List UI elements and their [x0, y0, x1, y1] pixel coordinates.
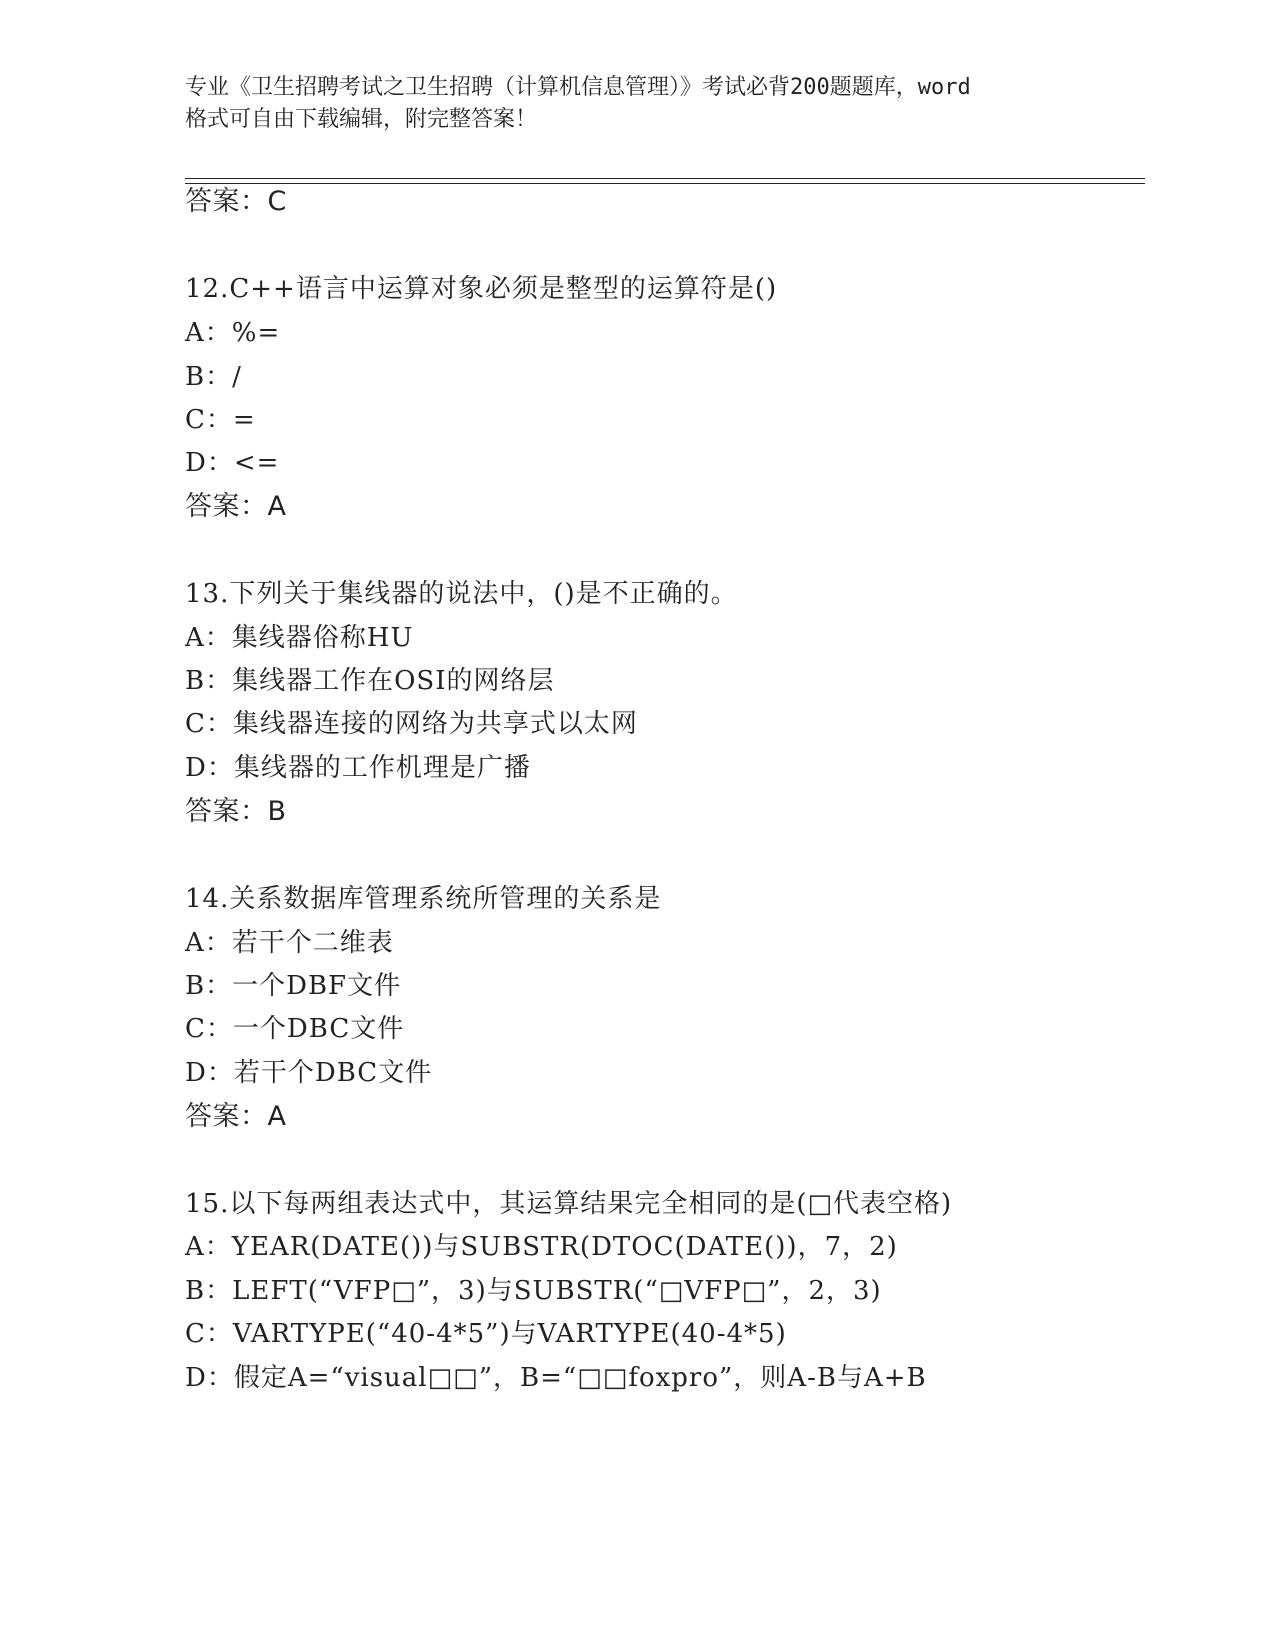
question-13-option-b: B：集线器工作在OSI的网络层 — [185, 666, 555, 696]
answer-previous: 答案：C — [185, 186, 287, 217]
question-15-option-c: C：VARTYPE(“40-4*5”)与VARTYPE(40-4*5) — [185, 1319, 787, 1349]
header-divider-top — [185, 178, 1145, 179]
question-12-answer: 答案：A — [185, 491, 287, 522]
question-14-option-b: B：一个DBF文件 — [185, 971, 402, 1001]
question-15-option-a: A：YEAR(DATE())与SUBSTR(DTOC(DATE())，7，2) — [185, 1232, 898, 1262]
header-divider-bottom — [185, 183, 1145, 184]
question-13-answer: 答案：B — [185, 796, 287, 827]
question-15-option-b: B：LEFT(“VFP□”，3)与SUBSTR(“□VFP□”，2，3) — [185, 1276, 882, 1306]
question-13-option-c: C：集线器连接的网络为共享式以太网 — [185, 709, 638, 739]
question-13-stem: 13.下列关于集线器的说法中，()是不正确的。 — [185, 579, 738, 609]
question-12-option-a: A：%= — [185, 318, 281, 348]
question-15-stem: 15.以下每两组表达式中，其运算结果完全相同的是(□代表空格) — [185, 1189, 953, 1219]
question-12-option-c: C：= — [185, 405, 256, 435]
question-15-option-d: D：假定A=“visual□□”，B=“□□foxpro”，则A-B与A+B — [185, 1363, 927, 1393]
question-14-option-a: A：若干个二维表 — [185, 928, 394, 958]
question-13-option-a: A：集线器俗称HU — [185, 623, 414, 653]
question-12-stem: 12.C++语言中运算对象必须是整型的运算符是() — [185, 274, 778, 304]
question-13-option-d: D：集线器的工作机理是广播 — [185, 753, 531, 783]
question-12-option-d: D：<= — [185, 448, 280, 478]
header-title-line1: 专业《卫生招聘考试之卫生招聘（计算机信息管理）》考试必背200题题库，word — [185, 75, 971, 100]
question-14-option-c: C：一个DBC文件 — [185, 1014, 405, 1044]
question-14-answer: 答案：A — [185, 1101, 287, 1132]
question-12-option-b: B：/ — [185, 362, 242, 392]
header-title-line2: 格式可自由下载编辑，附完整答案！ — [185, 107, 538, 132]
document-header — [185, 72, 1085, 136]
question-14-stem: 14.关系数据库管理系统所管理的关系是 — [185, 884, 662, 914]
question-14-option-d: D：若干个DBC文件 — [185, 1058, 433, 1088]
